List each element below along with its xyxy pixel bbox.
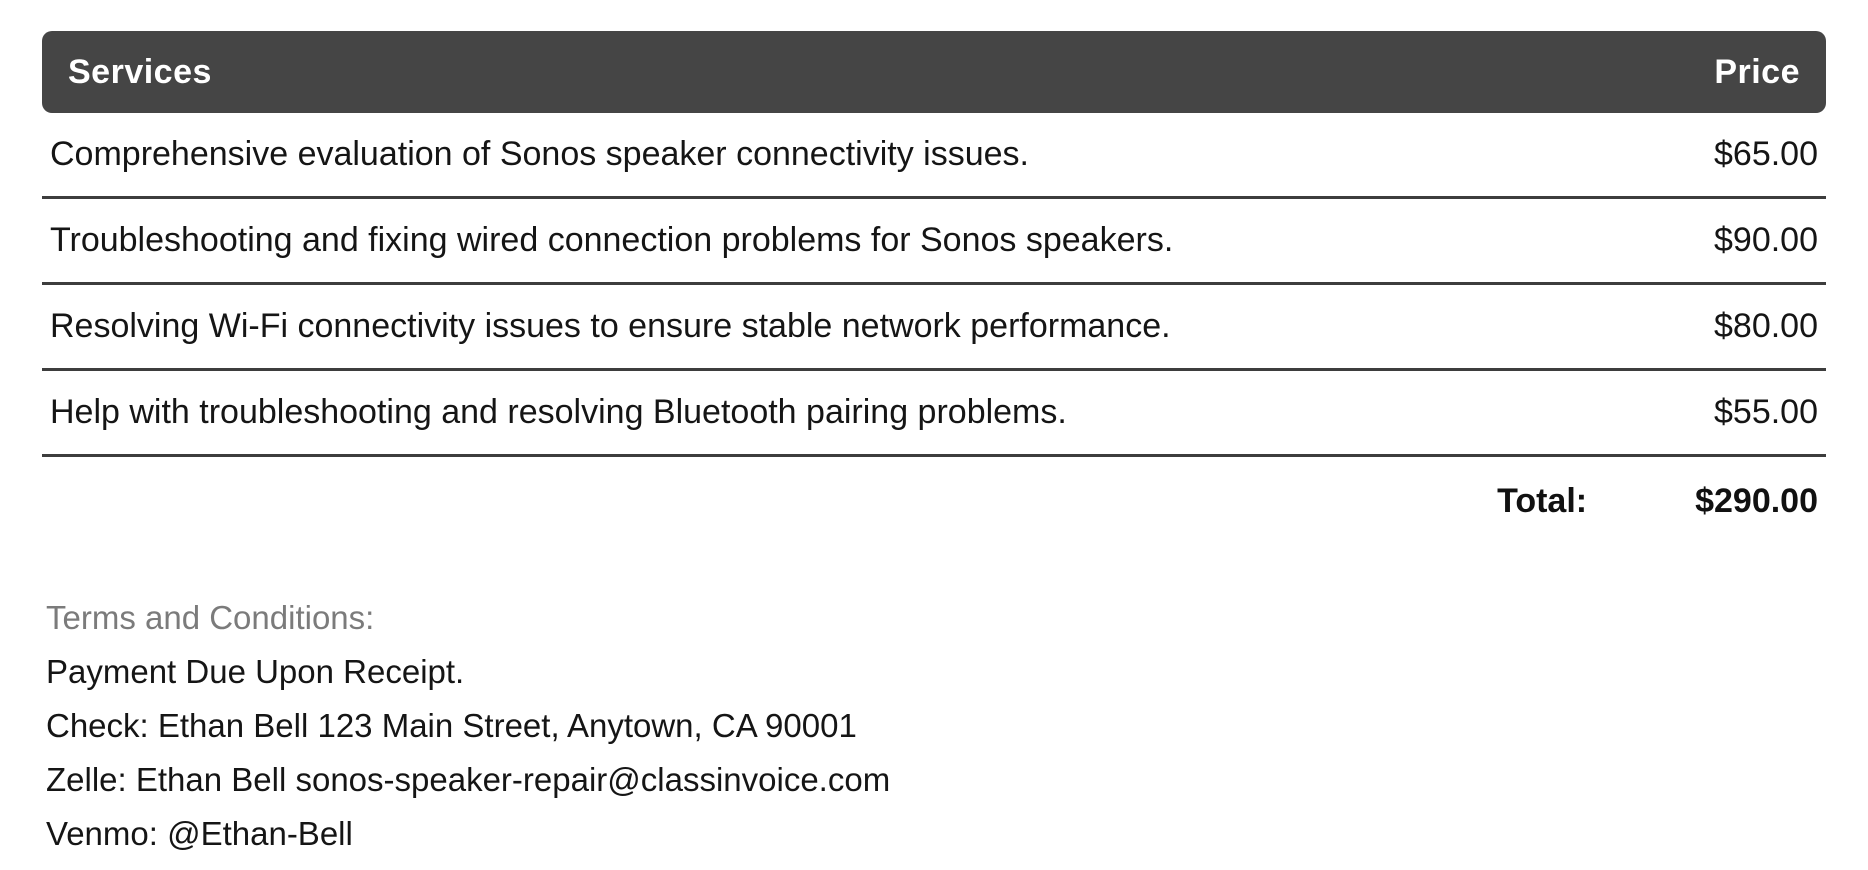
- service-price: $55.00: [1714, 393, 1818, 431]
- table-row: [42, 199, 1826, 285]
- table-row: [42, 285, 1826, 371]
- table-header: [42, 31, 1826, 113]
- terms-section: [42, 591, 1826, 861]
- service-description: Help with troubleshooting and resolving Bluetooth pairing problems.: [50, 393, 1067, 431]
- terms-line-payment: Payment Due Upon Receipt.: [46, 653, 465, 690]
- service-price: $90.00: [1714, 221, 1818, 259]
- service-description: Troubleshooting and fixing wired connection problems for Sonos speakers.: [50, 221, 1174, 259]
- terms-line-venmo: Venmo: @Ethan-Bell: [46, 815, 353, 852]
- terms-heading: Terms and Conditions:: [46, 599, 375, 636]
- service-price: $65.00: [1714, 135, 1818, 173]
- total-value: $290.00: [1695, 481, 1818, 520]
- table-row: [42, 371, 1826, 457]
- total-label: Total:: [1497, 481, 1588, 520]
- terms-line-check: Check: Ethan Bell 123 Main Street, Anytown, CA 90001: [46, 707, 857, 744]
- service-description: Comprehensive evaluation of Sonos speaker connectivity issues.: [50, 135, 1029, 173]
- service-description: Resolving Wi-Fi connectivity issues to ensure stable network performance.: [50, 307, 1171, 345]
- column-header-price: Price: [1714, 52, 1800, 91]
- table-row: [42, 113, 1826, 199]
- service-price: $80.00: [1714, 307, 1818, 345]
- terms-line-zelle: Zelle: Ethan Bell sonos-speaker-repair@classinvoice.com: [46, 761, 891, 798]
- column-header-services: Services: [68, 52, 212, 91]
- total-row: [42, 457, 1826, 545]
